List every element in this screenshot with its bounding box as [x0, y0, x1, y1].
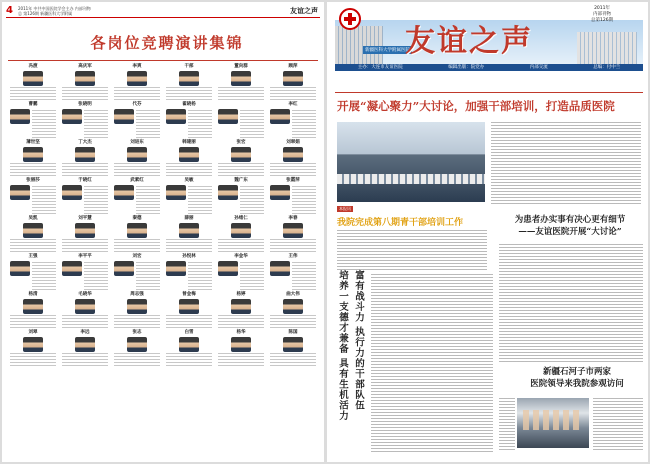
building-image: [335, 26, 383, 64]
candidate-speech-text: [166, 315, 212, 329]
article-text: [499, 398, 515, 452]
candidate-speech-text: [10, 315, 56, 329]
candidate-photo: [23, 71, 43, 86]
candidate-photo: [114, 109, 134, 124]
candidate-profile: [59, 254, 111, 292]
candidate-profile: [59, 64, 111, 102]
candidate-speech-text: [188, 186, 212, 215]
candidate-profile: [163, 140, 215, 178]
candidate-photo: [231, 71, 251, 86]
candidate-speech-text: [114, 239, 160, 253]
candidate-name: 秦德: [132, 216, 142, 221]
strip-item: 主办：大连市友谊医院: [357, 65, 403, 70]
candidate-profile: [111, 330, 163, 368]
candidate-profile: [7, 140, 59, 178]
candidate-name: 吴敏: [184, 178, 194, 183]
candidate-photo: [283, 299, 303, 314]
candidate-photo: [166, 261, 186, 276]
candidate-profile: [59, 216, 111, 254]
candidate-photo: [231, 337, 251, 352]
candidate-name: 杨清: [28, 292, 38, 297]
candidate-name: 孙悦林: [182, 254, 196, 259]
candidate-speech-text: [32, 186, 56, 215]
candidate-profile: [59, 330, 111, 368]
candidate-profile: [7, 292, 59, 330]
candidate-photo: [75, 337, 95, 352]
issue-year: 2011年: [594, 6, 611, 11]
candidate-speech-text: [292, 262, 316, 291]
page-number: 4: [6, 5, 13, 16]
candidate-photo: [127, 299, 147, 314]
candidate-photo: [179, 337, 199, 352]
candidate-name: [217, 102, 265, 108]
candidate-profile: [267, 102, 319, 140]
candidate-name: 丁大杰: [78, 140, 92, 145]
candidate-profile: [59, 102, 111, 140]
column-name: 友谊之声: [290, 7, 318, 15]
candidate-profile: [215, 140, 267, 178]
candidate-grid: [7, 64, 319, 368]
candidate-photo: [114, 261, 134, 276]
candidate-photo: [62, 185, 82, 200]
candidate-photo: [10, 261, 30, 276]
candidate-photo: [75, 299, 95, 314]
issue-type: 内部刊物: [593, 12, 612, 17]
candidate-photo: [127, 223, 147, 238]
candidate-speech-text: [240, 186, 264, 215]
candidate-photo: [75, 223, 95, 238]
candidate-speech-text: [188, 262, 212, 291]
candidate-speech-text: [84, 110, 108, 139]
candidate-profile: [7, 216, 59, 254]
meeting-hall-photo: [337, 122, 485, 202]
candidate-name: 翟晓杨: [182, 102, 196, 107]
side-headline-line: 医院领导来我院参观访问: [530, 379, 624, 389]
candidate-profile: [111, 254, 163, 292]
candidate-name: 杨婷: [236, 292, 246, 297]
candidate-photo: [231, 223, 251, 238]
candidate-name: 王强: [28, 254, 38, 259]
candidate-profile: [59, 178, 111, 216]
candidate-profile: [111, 216, 163, 254]
hospital-name: 新疆医科大学附属医院: [365, 48, 410, 53]
candidate-name: 武素红: [130, 178, 144, 183]
candidate-profile: [163, 292, 215, 330]
candidate-speech-text: [240, 110, 264, 139]
candidate-photo: [283, 223, 303, 238]
candidate-speech-text: [270, 163, 316, 177]
candidate-speech-text: [166, 87, 212, 101]
hospital-cross-icon: [339, 8, 361, 30]
candidate-profile: [267, 140, 319, 178]
header-meta-line: 2011年 中共中国医院学会主办 内部刊物: [18, 6, 91, 11]
candidate-row: [7, 64, 319, 102]
candidate-photo: [179, 147, 199, 162]
candidate-row: [7, 102, 319, 140]
candidate-name: 魏广东: [234, 178, 248, 183]
candidate-profile: [111, 140, 163, 178]
side-headline-line: 为患者办实事有决心更有细节: [514, 215, 626, 225]
candidate-photo: [283, 71, 303, 86]
candidate-profile: [111, 102, 163, 140]
candidate-photo: [10, 109, 30, 124]
candidate-name: 干部: [184, 64, 194, 69]
candidate-photo: [283, 147, 303, 162]
candidate-speech-text: [218, 353, 264, 367]
left-page: [2, 2, 324, 462]
candidate-photo: [283, 337, 303, 352]
issue-info: [591, 6, 613, 24]
candidate-profile: [267, 178, 319, 216]
candidate-photo: [75, 71, 95, 86]
candidate-name: 毛晓华: [78, 292, 92, 297]
candidate-profile: [59, 292, 111, 330]
candidate-speech-text: [292, 110, 316, 139]
candidate-speech-text: [114, 315, 160, 329]
candidate-speech-text: [114, 87, 160, 101]
candidate-speech-text: [218, 239, 264, 253]
candidate-speech-text: [10, 239, 56, 253]
article-text: [371, 274, 493, 452]
candidate-profile: [215, 330, 267, 368]
candidate-name: 李远: [80, 330, 90, 335]
masthead: [327, 2, 648, 72]
building-image: [577, 32, 637, 64]
candidate-name: 张晓明: [78, 102, 92, 107]
candidate-row: [7, 292, 319, 330]
candidate-speech-text: [84, 186, 108, 215]
candidate-name: 白雪: [184, 330, 194, 335]
candidate-profile: [111, 178, 163, 216]
candidate-name: 刘进东: [130, 140, 144, 145]
candidate-row: [7, 216, 319, 254]
candidate-profile: [111, 64, 163, 102]
candidate-photo: [270, 109, 290, 124]
candidate-photo: [270, 261, 290, 276]
side-headline: [497, 214, 643, 238]
article-text: [337, 230, 487, 270]
candidate-photo: [270, 185, 290, 200]
candidate-speech-text: [240, 262, 264, 291]
candidate-name: 李金华: [234, 254, 248, 259]
candidate-name: 顾萍: [288, 64, 298, 69]
candidate-photo: [10, 185, 30, 200]
candidate-profile: [163, 254, 215, 292]
candidate-name: 曹鹏: [28, 102, 38, 107]
candidate-speech-text: [166, 239, 212, 253]
vertical-headline: 富有战斗力 执行力的干部队伍: [353, 270, 364, 411]
candidate-speech-text: [188, 110, 212, 139]
article-text: [593, 398, 643, 452]
candidate-name: 陈国: [288, 330, 298, 335]
candidate-photo: [127, 147, 147, 162]
candidate-name: 曲大伟: [286, 292, 300, 297]
candidate-name: 杨华: [236, 330, 246, 335]
candidate-photo: [23, 223, 43, 238]
candidate-speech-text: [166, 163, 212, 177]
candidate-photo: [23, 299, 43, 314]
candidate-name: 李爽: [132, 64, 142, 69]
main-headline: 开展“凝心聚力”大讨论，加强干部培训，打造品质医院: [337, 99, 615, 113]
candidate-profile: [163, 178, 215, 216]
left-page-header: [6, 5, 320, 18]
candidate-speech-text: [136, 110, 160, 139]
candidate-name: 于晓红: [78, 178, 92, 183]
candidate-photo: [179, 223, 199, 238]
candidate-profile: [111, 292, 163, 330]
candidate-speech-text: [270, 315, 316, 329]
candidate-name: 薛丽: [184, 216, 194, 221]
candidate-photo: [231, 299, 251, 314]
title-divider: [8, 60, 318, 61]
candidate-profile: [163, 102, 215, 140]
candidate-row: [7, 254, 319, 292]
candidate-row: [7, 140, 319, 178]
candidate-row: [7, 330, 319, 368]
candidate-profile: [215, 254, 267, 292]
candidate-profile: [7, 178, 59, 216]
strip-item: 内部交流: [529, 65, 548, 70]
candidate-profile: [7, 330, 59, 368]
newspaper-title: 友谊之声: [405, 24, 533, 59]
candidate-speech-text: [166, 353, 212, 367]
candidate-name: 代芬: [132, 102, 142, 107]
candidate-profile: [267, 216, 319, 254]
candidate-speech-text: [32, 262, 56, 291]
candidate-photo: [114, 185, 134, 200]
candidate-name: 张宏: [236, 140, 246, 145]
candidate-photo: [166, 185, 186, 200]
candidate-profile: [267, 292, 319, 330]
candidate-name: 张霞萍: [286, 178, 300, 183]
candidate-profile: [215, 64, 267, 102]
candidate-profile: [267, 330, 319, 368]
candidate-name: 薄世坚: [26, 140, 40, 145]
header-meta-line: 总 第126期 新疆医科大学附属: [18, 11, 73, 16]
candidate-name: 冯渡: [28, 64, 38, 69]
candidate-name: 韩建丽: [182, 140, 196, 145]
candidate-profile: [267, 64, 319, 102]
candidate-photo: [218, 185, 238, 200]
candidate-photo: [23, 147, 43, 162]
right-page: [327, 2, 648, 462]
candidate-profile: [7, 102, 59, 140]
candidate-profile: [163, 330, 215, 368]
candidate-profile: [7, 64, 59, 102]
candidate-speech-text: [62, 315, 108, 329]
candidate-name: 孙绪仁: [234, 216, 248, 221]
candidate-name: 王伟: [288, 254, 298, 259]
candidate-name: 董向群: [234, 64, 248, 69]
article-text: [499, 244, 643, 362]
candidate-photo: [179, 299, 199, 314]
candidate-speech-text: [10, 353, 56, 367]
candidate-speech-text: [62, 353, 108, 367]
candidate-name: 周志强: [130, 292, 144, 297]
candidate-name: 曾金梅: [182, 292, 196, 297]
candidate-profile: [267, 254, 319, 292]
visit-photo: [517, 398, 589, 448]
candidate-name: 刘翠娟: [286, 140, 300, 145]
headline-divider: [335, 92, 643, 93]
candidate-photo: [127, 71, 147, 86]
article-subheadline: 我院完成第八期青干部培训工作: [337, 218, 464, 228]
candidate-photo: [179, 71, 199, 86]
candidate-photo: [231, 147, 251, 162]
candidate-speech-text: [218, 163, 264, 177]
candidate-photo: [218, 261, 238, 276]
candidate-photo: [166, 109, 186, 124]
side-headline-line: ——友谊医院开展“大讨论”: [518, 227, 622, 237]
page-title: 各岗位竞聘演讲集锦: [90, 34, 244, 52]
candidate-speech-text: [84, 262, 108, 291]
candidate-speech-text: [62, 163, 108, 177]
candidate-profile: [163, 64, 215, 102]
masthead-strip: [335, 64, 643, 71]
candidate-profile: [59, 140, 111, 178]
candidate-speech-text: [270, 239, 316, 253]
candidate-speech-text: [136, 262, 160, 291]
candidate-speech-text: [62, 239, 108, 253]
candidate-name: 张丽莎: [26, 178, 40, 183]
candidate-name: 高庆军: [78, 64, 92, 69]
candidate-name: 刘平慧: [78, 216, 92, 221]
candidate-speech-text: [218, 87, 264, 101]
candidate-name: 李春: [288, 216, 298, 221]
candidate-profile: [215, 102, 267, 140]
candidate-profile: [163, 216, 215, 254]
candidate-photo: [23, 337, 43, 352]
candidate-speech-text: [10, 163, 56, 177]
candidate-speech-text: [136, 186, 160, 215]
candidate-speech-text: [62, 87, 108, 101]
side-headline: [512, 366, 642, 390]
candidate-speech-text: [114, 163, 160, 177]
candidate-name: 李红: [288, 102, 298, 107]
candidate-speech-text: [270, 353, 316, 367]
candidate-speech-text: [292, 186, 316, 215]
candidate-row: [7, 178, 319, 216]
vertical-headline: 培养一支德才兼备 具有生机活力: [337, 270, 348, 422]
candidate-profile: [7, 254, 59, 292]
candidate-name: 张志: [132, 330, 142, 335]
candidate-photo: [218, 109, 238, 124]
candidate-photo: [75, 147, 95, 162]
candidate-speech-text: [32, 110, 56, 139]
side-headline-line: 新疆石河子市两家: [542, 367, 611, 377]
candidate-photo: [62, 109, 82, 124]
candidate-speech-text: [10, 87, 56, 101]
candidate-speech-text: [114, 353, 160, 367]
news-tag: 本报讯: [339, 206, 351, 211]
candidate-profile: [215, 216, 267, 254]
candidate-name: 刘宏: [132, 254, 142, 259]
strip-item: 编辑出版：院党办: [448, 65, 485, 70]
candidate-speech-text: [270, 87, 316, 101]
candidate-speech-text: [218, 315, 264, 329]
candidate-name: 刘翠: [28, 330, 38, 335]
article-text: [491, 122, 641, 204]
candidate-photo: [62, 261, 82, 276]
candidate-name: 李平平: [78, 254, 92, 259]
strip-item: 总编：付中兰: [593, 65, 621, 70]
issue-number: 总第126期: [591, 18, 614, 23]
candidate-profile: [215, 178, 267, 216]
candidate-photo: [127, 337, 147, 352]
candidate-name: 吴凯: [28, 216, 38, 221]
candidate-profile: [215, 292, 267, 330]
